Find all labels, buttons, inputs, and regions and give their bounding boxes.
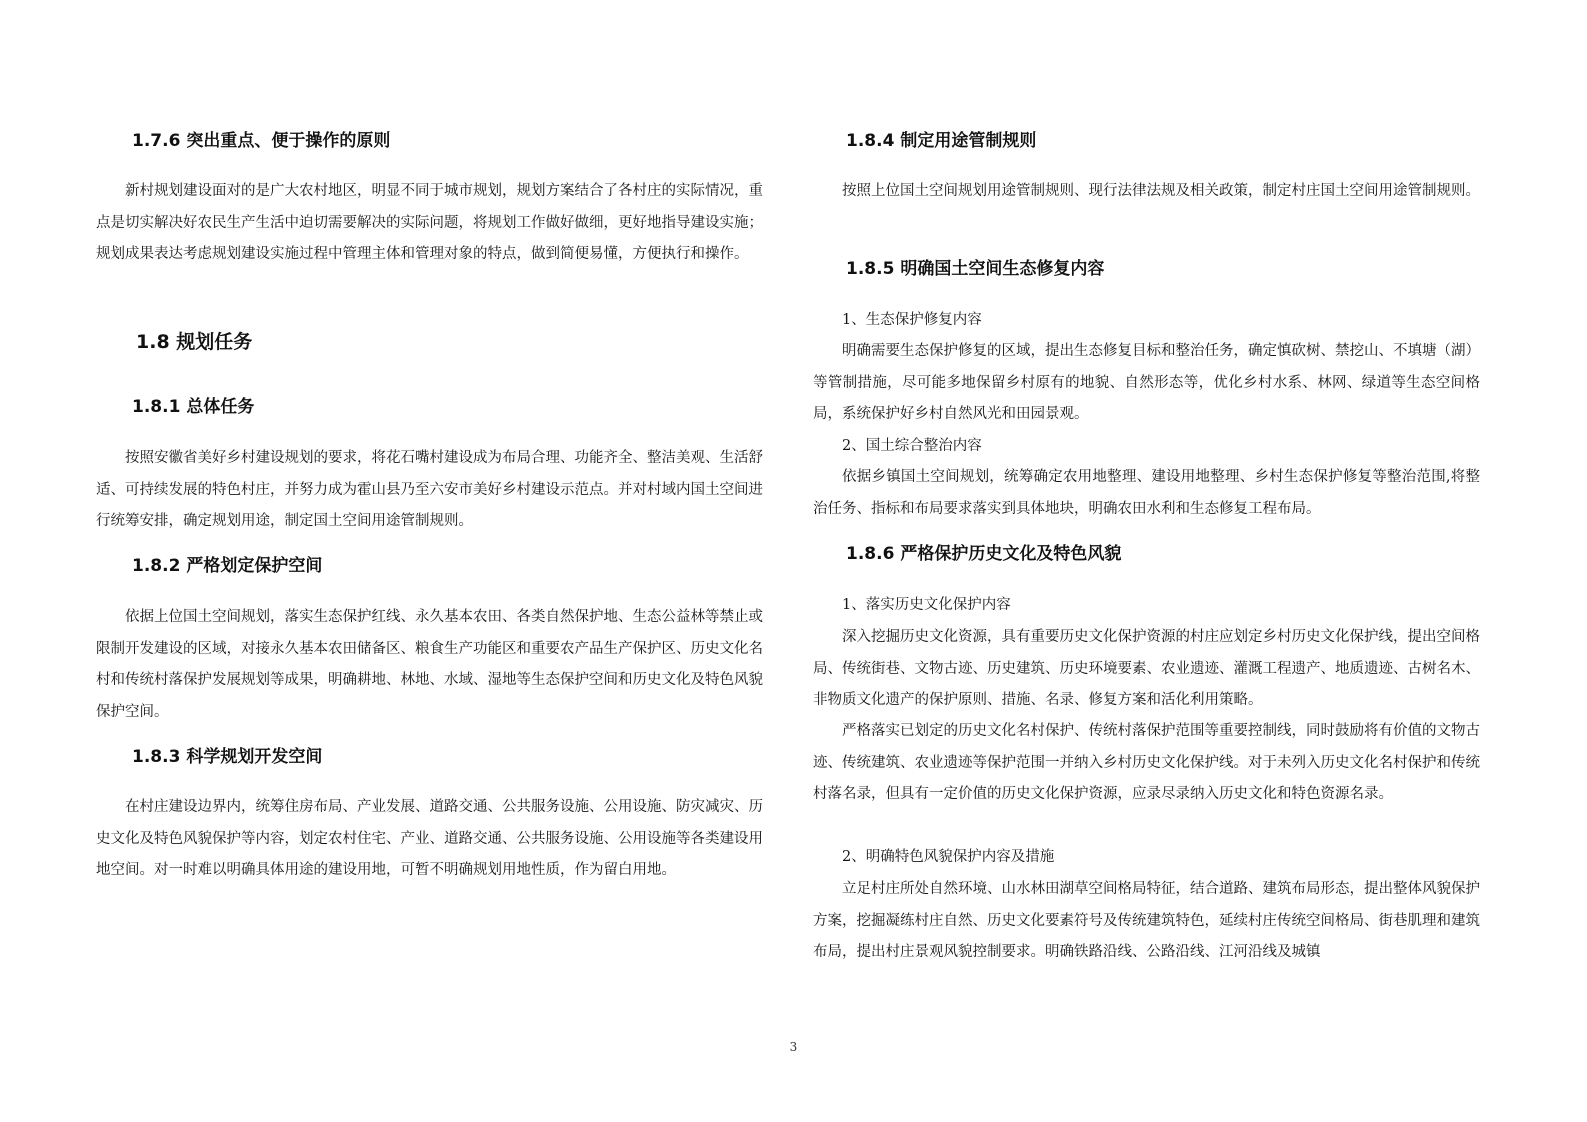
paragraph-1-8-6-item-1: 1、落实历史文化保护内容 (842, 597, 1011, 613)
page-number: 3 (789, 1040, 798, 1054)
paragraph-1-8-2: 依据上位国土空间规划，落实生态保护红线、永久基本农田、各类自然保护地、生态公益林等禁止或限制开发建设的区域，对接永久基本农田储备区、粮食生产功能区和重要农产品生产保护区、历史文化名村和传统村落保护发展规划等成果，明确耕地、林地、水域、湿地等生态保护空间和历史文化及特色风貌保护空间。 (96, 609, 763, 720)
heading-1-8-6: 1.8.6 严格保护历史文化及特色风貌 (846, 544, 1122, 564)
paragraph-1-8-5-item-1: 1、生态保护修复内容 (842, 312, 982, 328)
paragraph-1-8-6-body-3: 立足村庄所处自然环境、山水林田湖草空间格局特征，结合道路、建筑布局形态，提出整体风貌保护方案，挖掘凝练村庄自然、历史文化要素符号及传统建筑特色，延续村庄传统空间格局、街巷肌理和建筑布局，提出村庄景观风貌控制要求。明确铁路沿线、公路沿线、江河沿线及城镇 (813, 881, 1480, 960)
heading-1-8: 1.8 规划任务 (136, 331, 253, 353)
paragraph-1-8-6-body-1: 深入挖掘历史文化资源，具有重要历史文化保护资源的村庄应划定乡村历史文化保护线，提出空间格局、传统街巷、文物古迹、历史建筑、历史环境要素、农业遗迹、灌溉工程遗产、地质遗迹、古树名木、非物质文化遗产的保护原则、措施、名录、修复方案和活化利用策略。 (813, 629, 1480, 708)
paragraph-1-8-5-item-2: 2、国土综合整治内容 (842, 438, 982, 454)
heading-1-8-4: 1.8.4 制定用途管制规则 (846, 131, 1037, 151)
heading-1-7-6: 1.7.6 突出重点、便于操作的原则 (132, 131, 391, 151)
paragraph-1-8-5-body-1: 明确需要生态保护修复的区域，提出生态修复目标和整治任务，确定慎砍树、禁挖山、不填塘（湖）等管制措施，尽可能多地保留乡村原有的地貌、自然形态等，优化乡村水系、林网、绿道等生态空间格局，系统保护好乡村自然风光和田园景观。 (813, 343, 1480, 422)
heading-1-8-5: 1.8.5 明确国土空间生态修复内容 (846, 259, 1105, 279)
heading-1-8-2: 1.8.2 严格划定保护空间 (132, 556, 323, 576)
paragraph-1-7-6: 新村规划建设面对的是广大农村地区，明显不同于城市规划，规划方案结合了各村庄的实际情况，重点是切实解决好农民生产生活中迫切需要解决的实际问题，将规划工作做好做细，更好地指导建设实施；规划成果表达考虑规划建设实施过程中管理主体和管理对象的特点，做到简便易懂，方便执行和操作。 (96, 183, 763, 262)
paragraph-1-8-1: 按照安徽省美好乡村建设规划的要求，将花石嘴村建设成为布局合理、功能齐全、整洁美观、生活舒适、可持续发展的特色村庄，并努力成为霍山县乃至六安市美好乡村建设示范点。并对村域内国土空间进行统筹安排，确定规划用途，制定国土空间用途管制规则。 (96, 450, 763, 529)
paragraph-1-8-5-body-2: 依据乡镇国土空间规划，统筹确定农用地整理、建设用地整理、乡村生态保护修复等整治范围,将整治任务、指标和布局要求落实到具体地块，明确农田水利和生态修复工程布局。 (813, 469, 1480, 517)
heading-1-8-1: 1.8.1 总体任务 (132, 397, 255, 417)
heading-1-8-3: 1.8.3 科学规划开发空间 (132, 747, 323, 767)
paragraph-1-8-4: 按照上位国土空间规划用途管制规则、现行法律法规及相关政策，制定村庄国土空间用途管制规则。 (842, 183, 1480, 199)
paragraph-1-8-6-item-2: 2、明确特色风貌保护内容及措施 (842, 849, 1055, 865)
paragraph-1-8-6-body-2: 严格落实已划定的历史文化名村保护、传统村落保护范围等重要控制线，同时鼓励将有价值的文物古迹、传统建筑、农业遗迹等保护范围一并纳入乡村历史文化保护线。对于未列入历史文化名村保护和传统村落名录，但具有一定价值的历史文化保护资源，应录尽录纳入历史文化和特色资源名录。 (813, 723, 1480, 802)
paragraph-1-8-3: 在村庄建设边界内，统筹住房布局、产业发展、道路交通、公共服务设施、公用设施、防灾减灾、历史文化及特色风貌保护等内容，划定农村住宅、产业、道路交通、公共服务设施、公用设施等各类建设用地空间。对一时难以明确具体用途的建设用地，可暂不明确规划用地性质，作为留白用地。 (96, 799, 763, 878)
